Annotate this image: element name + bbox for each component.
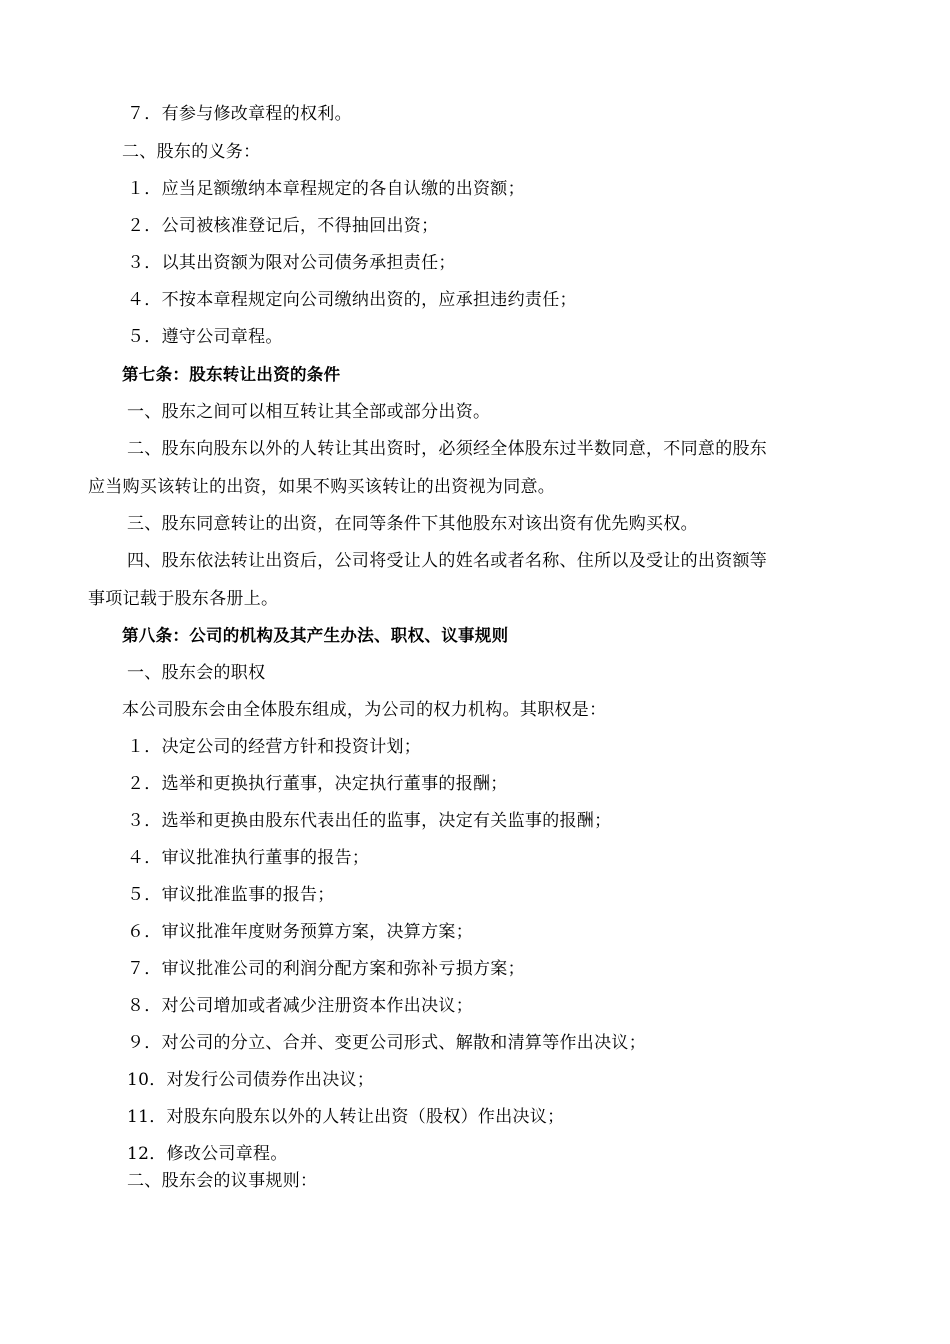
power-6: ６．审议批准年度财务预算方案，决算方案； [127,922,473,942]
article-7-item-2-continued: 应当购买该转让的出资，如果不购买该转让的出资视为同意。 [88,477,556,497]
article-8-title: 第八条：公司的机构及其产生办法、职权、议事规则 [122,626,509,645]
power-4: ４．审议批准执行董事的报告； [127,848,370,868]
paragraph-right-7: ７．有参与修改章程的权利。 [127,104,352,124]
power-3: ３．选举和更换由股东代表出任的监事，决定有关监事的报酬； [127,811,612,831]
power-2: ２．选举和更换执行董事，决定执行董事的报酬； [127,774,508,794]
article-7-item-3: 三、股东同意转让的出资，在同等条件下其他股东对该出资有优先购买权。 [127,514,698,534]
obligation-1: １．应当足额缴纳本章程规定的各自认缴的出资额； [127,179,525,199]
power-8: ８．对公司增加或者减少注册资本作出决议； [127,996,473,1016]
meeting-powers-intro: 本公司股东会由全体股东组成，为公司的权力机构。其职权是： [122,700,607,720]
obligation-3: ３．以其出资额为限对公司债务承担责任； [127,253,456,273]
article-7-item-4-continued: 事项记载于股东各册上。 [88,589,279,609]
power-12: 12．修改公司章程。 [127,1144,288,1164]
heading-shareholder-meeting-powers: 一、股东会的职权 [127,663,266,683]
article-7-item-4: 四、股东依法转让出资后，公司将受让人的姓名或者名称、住所以及受让的出资额等 [127,551,768,571]
obligation-4: ４．不按本章程规定向公司缴纳出资的，应承担违约责任； [127,290,577,310]
heading-shareholder-obligations: 二、股东的义务： [122,142,261,162]
obligation-2: ２．公司被核准登记后，不得抽回出资； [127,216,439,236]
article-7-item-2: 二、股东向股东以外的人转让其出资时，必须经全体股东过半数同意，不同意的股东 [127,439,768,459]
power-11: 11．对股东向股东以外的人转让出资（股权）作出决议； [127,1107,565,1127]
power-1: １．决定公司的经营方针和投资计划； [127,737,422,757]
article-7-item-1: 一、股东之间可以相互转让其全部或部分出资。 [127,402,491,422]
power-9: ９．对公司的分立、合并、变更公司形式、解散和清算等作出决议； [127,1033,646,1053]
obligation-5: ５．遵守公司章程。 [127,327,283,347]
power-7: ７．审议批准公司的利润分配方案和弥补亏损方案； [127,959,525,979]
power-10: 10．对发行公司债券作出决议； [127,1070,375,1090]
heading-meeting-rules: 二、股东会的议事规则： [127,1171,318,1191]
article-7-title: 第七条：股东转让出资的条件 [122,365,341,384]
power-5: ５．审议批准监事的报告； [127,885,335,905]
